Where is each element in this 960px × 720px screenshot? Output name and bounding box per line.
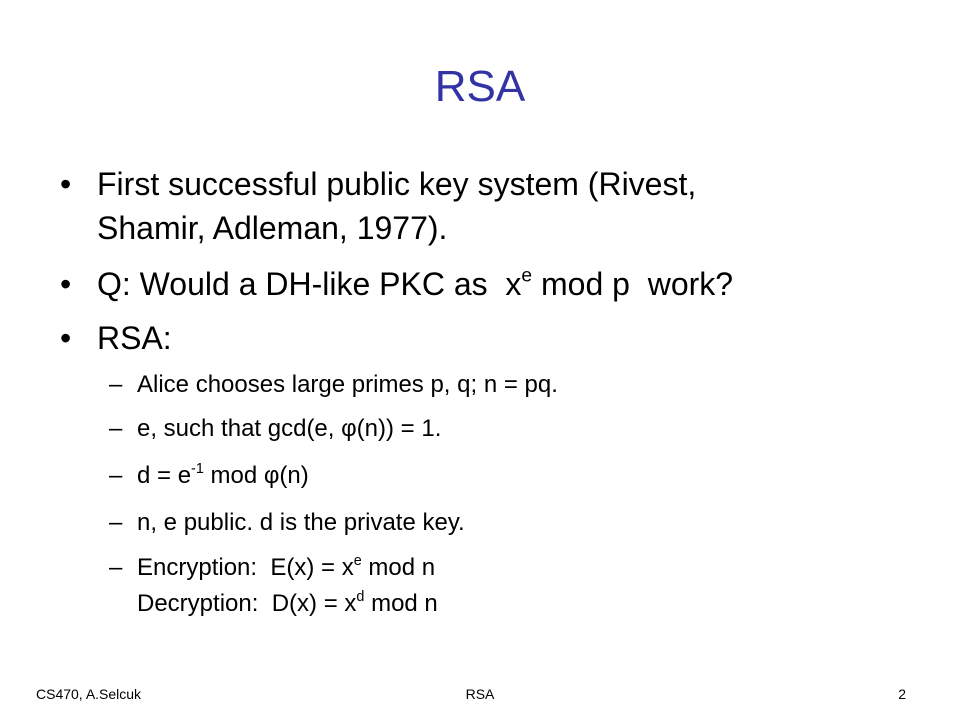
bullet-1 <box>60 162 920 250</box>
footer-title: RSA <box>465 686 495 702</box>
sub-item-text <box>137 458 897 494</box>
sub-item-text <box>137 550 897 622</box>
sub-item-text: Alice chooses large primes p, q; n = pq. <box>137 371 558 398</box>
bullet-mark: • <box>60 320 72 356</box>
encryption-post: mod n <box>361 554 436 581</box>
slide-title: RSA <box>434 62 526 111</box>
decryption-pre: Decryption: D(x) = x <box>137 590 357 617</box>
superscript: -1 <box>191 460 204 477</box>
dash-mark: – <box>109 462 123 489</box>
footer-author: CS470, A.Selcuk <box>36 686 142 702</box>
bullet-text <box>97 162 897 250</box>
footer-page-number: 2 <box>898 686 906 702</box>
bullet-text <box>97 262 897 306</box>
bullet-text-post: mod p work? <box>532 266 734 302</box>
dash-mark: – <box>109 415 123 442</box>
bullet-text-pre: Q: Would a DH-like PKC as x <box>97 266 522 302</box>
superscript: e <box>521 265 533 287</box>
encryption-line <box>137 550 897 586</box>
decryption-line <box>137 586 897 622</box>
dash-mark: – <box>109 371 123 398</box>
encryption-pre: Encryption: E(x) = x <box>137 554 354 581</box>
dash-mark: – <box>109 509 123 536</box>
sub-item-text-post: mod φ(n) <box>203 462 309 489</box>
superscript: d <box>356 588 365 605</box>
dash-mark: – <box>109 554 123 581</box>
decryption-post: mod n <box>364 590 438 617</box>
superscript: e <box>353 552 362 569</box>
bullet-text-line-1: First successful public key system (Rivest, <box>97 166 697 202</box>
sub-item-text: e, such that gcd(e, φ(n)) = 1. <box>137 415 442 442</box>
sub-item-text-pre: d = e <box>137 462 192 489</box>
bullet-text: RSA: <box>97 320 172 356</box>
sub-item-text: n, e public. d is the private key. <box>137 509 465 536</box>
bullet-text-line-2: Shamir, Adleman, 1977). <box>97 210 448 246</box>
bullet-mark: • <box>60 266 72 302</box>
bullet-2 <box>60 262 920 306</box>
bullet-3 <box>60 316 920 360</box>
bullet-mark: • <box>60 166 72 202</box>
